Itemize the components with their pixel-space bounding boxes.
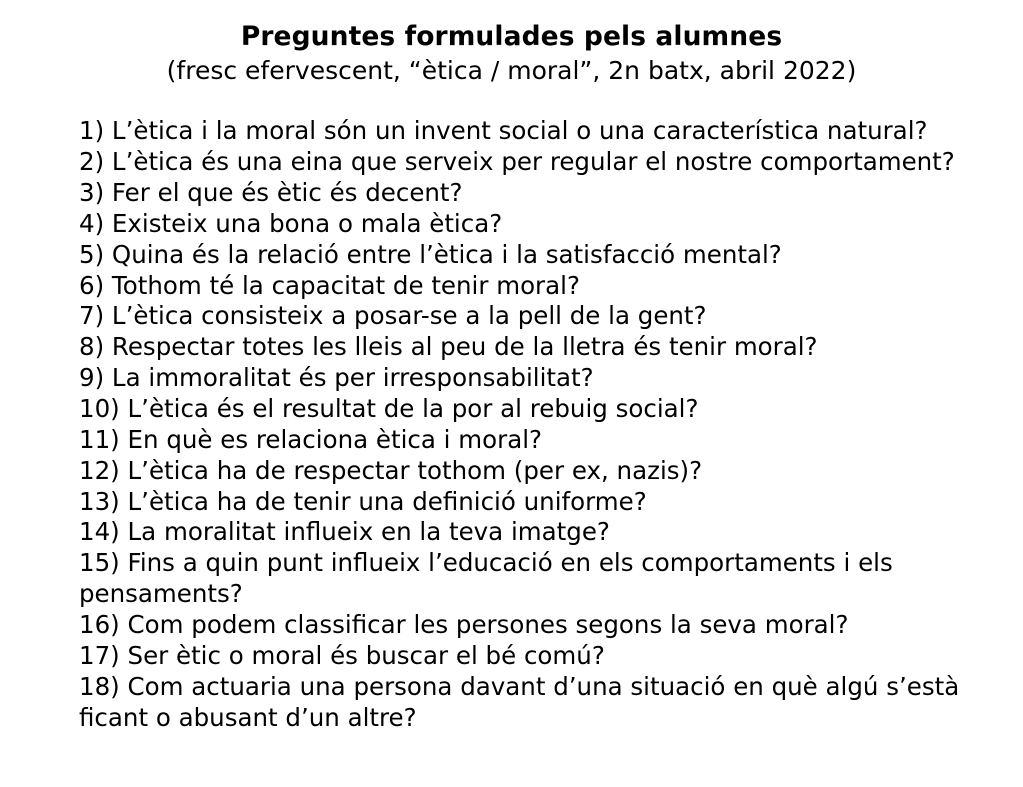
page-subtitle: (fresc efervescent, “ètica / moral”, 2n batx, abril 2022) <box>166 56 857 86</box>
list-item: 13) L’ètica ha de tenir una definició uniforme? <box>79 486 647 516</box>
list-item: 9) La immoralitat és per irresponsabilitat? <box>79 363 594 393</box>
list-item: 14) La moralitat influeix en la teva imatge? <box>79 517 610 547</box>
list-item: 2) L’ètica és una eina que serveix per regular el nostre comportament? <box>79 147 955 177</box>
list-item: 11) En què es relaciona ètica i moral? <box>79 424 543 454</box>
list-item: 15) Fins a quin punt influeix l’educació en els comportaments i els pensaments? <box>79 548 893 609</box>
list-item: 7) L’ètica consisteix a posar-se a la pell de la gent? <box>79 301 707 331</box>
list-item: 5) Quina és la relació entre l’ètica i la satisfacció mental? <box>79 239 782 269</box>
list-item: 16) Com podem classificar les persones segons la seva moral? <box>79 610 849 640</box>
list-item: 8) Respectar totes les lleis al peu de la lletra és tenir moral? <box>79 332 818 362</box>
page-title: Preguntes formulades pels alumnes <box>240 21 783 52</box>
list-item: 4) Existeix una bona o mala ètica? <box>79 208 503 238</box>
list-item: 17) Ser ètic o moral és buscar el bé comú? <box>79 640 605 670</box>
questions-list <box>0 116 1023 733</box>
title-block <box>0 0 1023 86</box>
list-item: 18) Com actuaria una persona davant d’una situació en què algú s’està ficant o abusant d’un altre? <box>79 671 960 732</box>
list-item: 1) L’ètica i la moral són un invent social o una característica natural? <box>79 116 928 146</box>
list-item: 3) Fer el que és ètic és decent? <box>79 177 463 207</box>
list-item: 6) Tothom té la capacitat de tenir moral? <box>79 270 580 300</box>
list-item: 10) L’ètica és el resultat de la por al rebuig social? <box>79 394 699 423</box>
list-item: 12) L’ètica ha de respectar tothom (per ex, nazis)? <box>79 455 703 485</box>
